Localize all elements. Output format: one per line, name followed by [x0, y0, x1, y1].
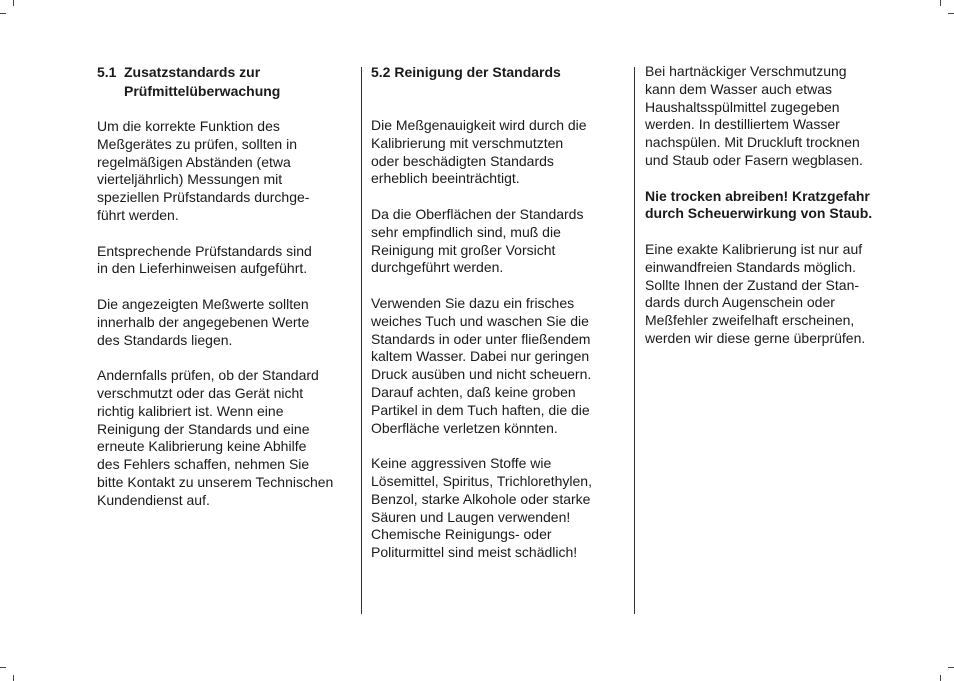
paragraph: Verwenden Sie dazu ein frisches weiches Tuch und waschen Sie die Standards in oder unter fließendem kaltem Wasser. Dabei nur geringen Druck ausüben und nicht scheuern. Darauf achten, daß keine groben Partikel in dem Tuch haften, die die Oberfläche verletzen könnten. — [371, 294, 592, 436]
crop-mark-bottom-right-v — [940, 675, 941, 681]
column-divider-1 — [361, 67, 362, 614]
paragraph: Da die Oberflächen der Standards sehr empfindlich sind, muß die Reinigung mit großer Vorsicht durchgeführt werden. — [371, 205, 584, 276]
crop-mark-top-right-h — [948, 13, 954, 14]
column-zusatzstandards — [97, 63, 355, 527]
section-heading-5-2: 5.2 Reinigung der Standards — [371, 64, 561, 80]
paragraph: Entsprechende Prüfstandards sind in den Lieferhinweisen aufgeführt. — [97, 242, 312, 277]
heading-line-2: Prüfmittelüberwachung — [124, 83, 281, 99]
paragraph: Andernfalls prüfen, ob der Standard verschmutzt oder das Gerät nicht richtig kalibriert ist. Wenn eine Reinigung der Standards und eine erneute Kalibrierung keine Abhilfe des Fehlers schaffen, nehmen Sie bitte Kontakt zu unserem Technischen Kundendienst auf. — [97, 367, 334, 508]
crop-mark-top-right-v — [940, 0, 941, 6]
paragraph: Eine exakte Kalibrierung ist nur auf einwandfreien Standards möglich. Sollte Ihnen der Zustand der Stan- dards durch Augenschein oder Meßfehler zweifelhaft erscheinen, werden wir diese gerne überprüfen. — [645, 240, 866, 346]
crop-mark-bottom-left-h — [0, 667, 6, 668]
warning-text: Nie trocken abreiben! Kratzgefahr durch Scheuerwirkung von Staub. — [645, 187, 873, 222]
heading-line-1: Zusatzstandards zur — [124, 64, 261, 80]
crop-mark-top-left-h — [0, 13, 6, 14]
section-heading-5-1 — [97, 63, 355, 101]
section-number: 5.1 — [97, 64, 117, 80]
crop-mark-top-left-v — [13, 0, 14, 6]
paragraph: Keine aggressiven Stoffe wie Lösemittel, Spiritus, Trichlorethylen, Benzol, starke Alkohole oder starke Säuren und Laugen verwenden! Chemische Reinigungs- oder Politurmittel sind meist schädlich! — [371, 455, 592, 561]
paragraph: Bei hartnäckiger Verschmutzung kann dem Wasser auch etwas Haushaltsspülmittel zugegeben werden. In destilliertem Wasser nachspülen. Mit Druckluft trocknen und Staub oder Fasern wegblasen. — [645, 63, 863, 168]
paragraph: Die angezeigten Meßwerte sollten innerhalb der angegebenen Werte des Standards liegen. — [97, 295, 310, 348]
paragraph: Um die korrekte Funktion des Meßgerätes zu prüfen, sollten in regelmäßigen Abständen (etwa vierteljährlich) Messungen mit speziellen Prüfstandards durchge- führt werden. — [97, 118, 310, 223]
column-reinigung — [371, 63, 621, 580]
crop-mark-bottom-right-h — [948, 667, 954, 668]
column-divider-2 — [634, 67, 635, 614]
column-continued — [645, 63, 895, 366]
paragraph: Die Meßgenauigkeit wird durch die Kalibrierung mit verschmutzten oder beschädigten Standards erheblich beeinträchtigt. — [371, 117, 587, 187]
crop-mark-bottom-left-v — [13, 675, 14, 681]
